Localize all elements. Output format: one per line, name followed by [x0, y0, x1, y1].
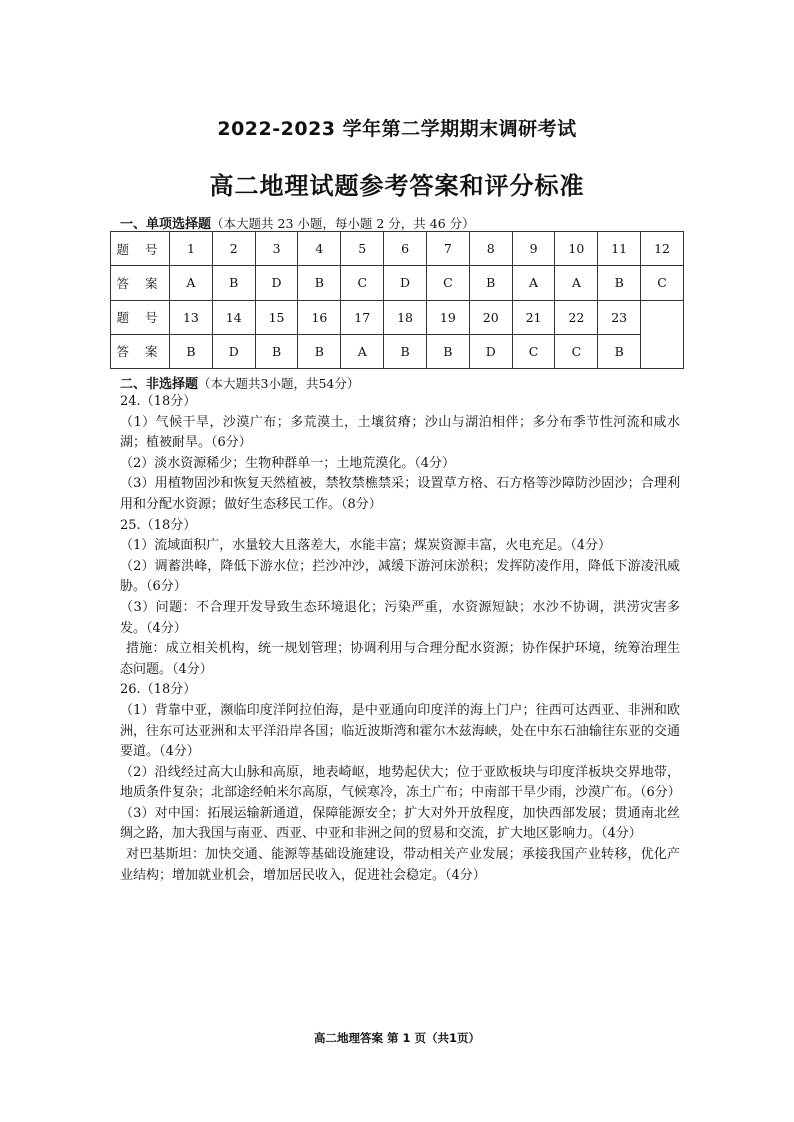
- answer-cell: D: [255, 266, 298, 300]
- question-number: 4: [298, 232, 341, 266]
- question-number: 21: [512, 300, 555, 334]
- answer-body: [120, 392, 680, 886]
- answer-cell: A: [170, 266, 213, 300]
- exam-title: 2022-2023 学年第二学期期末调研考试: [217, 118, 577, 140]
- answer-cell: B: [212, 266, 255, 300]
- question-number: 2: [212, 232, 255, 266]
- section2-note: （本大题共3小题，共54分）: [198, 376, 360, 391]
- question-number-label: 题 号: [111, 232, 170, 266]
- question-number: 19: [426, 300, 469, 334]
- section1-heading: 一、单项选择题: [120, 217, 212, 232]
- answer-cell: A: [341, 334, 384, 368]
- question-number: 9: [512, 232, 555, 266]
- answer-paragraph: 对巴基斯坦：加快交通、能源等基础设施建设，带动相关产业发展；承接我国产业转移，优化产业结构；增加就业机会，增加居民收入，促进社会稳定。（4分）: [120, 847, 680, 883]
- answer-paragraph: （1）背靠中亚，濒临印度洋阿拉伯海，是中亚通向印度洋的海上门户；往西可达西亚、非洲和欧洲，往东可达亚洲和太平洋沿岸各国；临近波斯湾和霍尔木兹海峡，处在中东石油输往东亚的交通要道。（4分）: [120, 702, 680, 760]
- question-number: 1: [170, 232, 213, 266]
- question-number: 6: [384, 232, 427, 266]
- answer-cell: C: [341, 266, 384, 300]
- question-number: 20: [469, 300, 512, 334]
- answer-paragraph: （2）沿线经过高大山脉和高原，地表崎岖，地势起伏大；位于亚欧板块与印度洋板块交界地带，地质条件复杂；北部途经帕米尔高原，气候寒冷，冻土广布；中南部干旱少雨，沙漠广布。（6分）: [120, 764, 681, 801]
- answer-cell: B: [426, 334, 469, 368]
- answer-cell: C: [512, 334, 555, 368]
- question-number: 16: [298, 300, 341, 334]
- answer-cell: B: [170, 334, 213, 368]
- table-row: [111, 334, 684, 368]
- answer-cell: A: [512, 266, 555, 300]
- answer-paragraph: （1）流域面积广，水量较大且落差大，水能丰富；煤炭资源丰富，火电充足。（4分）: [120, 538, 612, 554]
- question-number: 17: [341, 300, 384, 334]
- question-number: 12: [641, 232, 684, 266]
- answer-cell: D: [212, 334, 255, 368]
- empty-cell: [641, 300, 684, 369]
- question-number: 7: [426, 232, 469, 266]
- answer-paragraph: （3）问题：不合理开发导致生态环境退化；污染严重，水资源短缺；水沙不协调，洪涝灾害多发。（4分）: [120, 599, 680, 636]
- answer-label: 答 案: [111, 266, 170, 300]
- question-number: 15: [255, 300, 298, 334]
- answer-cell: D: [384, 266, 427, 300]
- answer-table: [110, 231, 684, 369]
- table-row: [111, 300, 684, 334]
- answer-paragraph: 措施：成立相关机构，统一规划管理；协调利用与合理分配水资源；协作保护环境，统筹治理生态问题。（4分）: [120, 641, 680, 677]
- question-number-label: 题 号: [111, 300, 170, 334]
- section2-heading: 二、非选择题: [120, 377, 199, 392]
- answer-paragraph: （3）对中国：拓展运输新通道，保障能源安全；扩大对外开放程度，加快西部发展；贯通南北丝绸之路，加大我国与南亚、西亚、中亚和非洲之间的贸易和交流，扩大地区影响力。（4分）: [120, 805, 680, 842]
- answer-cell: B: [384, 334, 427, 368]
- question-number: 10: [555, 232, 598, 266]
- answer-paragraph: （3）用植物固沙和恢复天然植被，禁牧禁樵禁采；设置草方格、石方格等沙障防沙固沙；合理利用和分配水资源；做好生态移民工作。（8分）: [120, 476, 680, 512]
- question-number: 3: [255, 232, 298, 266]
- answer-cell: C: [555, 334, 598, 368]
- answer-cell: C: [426, 266, 469, 300]
- answer-label: 答 案: [111, 334, 170, 368]
- answer-cell: A: [555, 266, 598, 300]
- section1-note: （本大题共 23 小题，每小题 2 分，共 46 分）: [211, 216, 475, 231]
- question-heading: 25.（18分）: [120, 517, 197, 533]
- question-number: 14: [212, 300, 255, 334]
- page-footer: 高二地理答案 第 1 页（共1页）: [313, 1031, 480, 1045]
- section1-header: [120, 213, 475, 232]
- answer-cell: B: [298, 334, 341, 368]
- question-number: 23: [598, 300, 641, 334]
- question-number: 11: [598, 232, 641, 266]
- answer-cell: C: [641, 266, 684, 300]
- question-heading: 26.（18分）: [120, 682, 197, 698]
- answer-cell: D: [469, 334, 512, 368]
- question-number: 8: [469, 232, 512, 266]
- answer-cell: B: [598, 266, 641, 300]
- question-heading: 24.（18分）: [120, 394, 197, 409]
- section2-header: [120, 373, 359, 392]
- answer-paragraph: （1）气候干旱，沙漠广布；多荒漠土，土壤贫瘠；沙山与湖泊相伴；多分布季节性河流和咸水湖；植被耐旱。（6分）: [120, 414, 680, 451]
- table-row: [111, 266, 684, 300]
- document-subtitle: 高二地理试题参考答案和评分标准: [209, 172, 585, 200]
- question-number: 22: [555, 300, 598, 334]
- question-number: 18: [384, 300, 427, 334]
- answer-cell: B: [298, 266, 341, 300]
- answer-paragraph: （2）调蓄洪峰，降低下游水位；拦沙冲沙，减缓下游河床淤积；发挥防凌作用，降低下游凌汛威胁。（6分）: [120, 558, 680, 595]
- table-row: [111, 232, 684, 266]
- answer-cell: B: [469, 266, 512, 300]
- question-number: 13: [170, 300, 213, 334]
- answer-paragraph: （2）淡水资源稀少；生物种群单一；土地荒漠化。（4分）: [120, 455, 456, 471]
- answer-cell: B: [598, 334, 641, 368]
- question-number: 5: [341, 232, 384, 266]
- answer-cell: B: [255, 334, 298, 368]
